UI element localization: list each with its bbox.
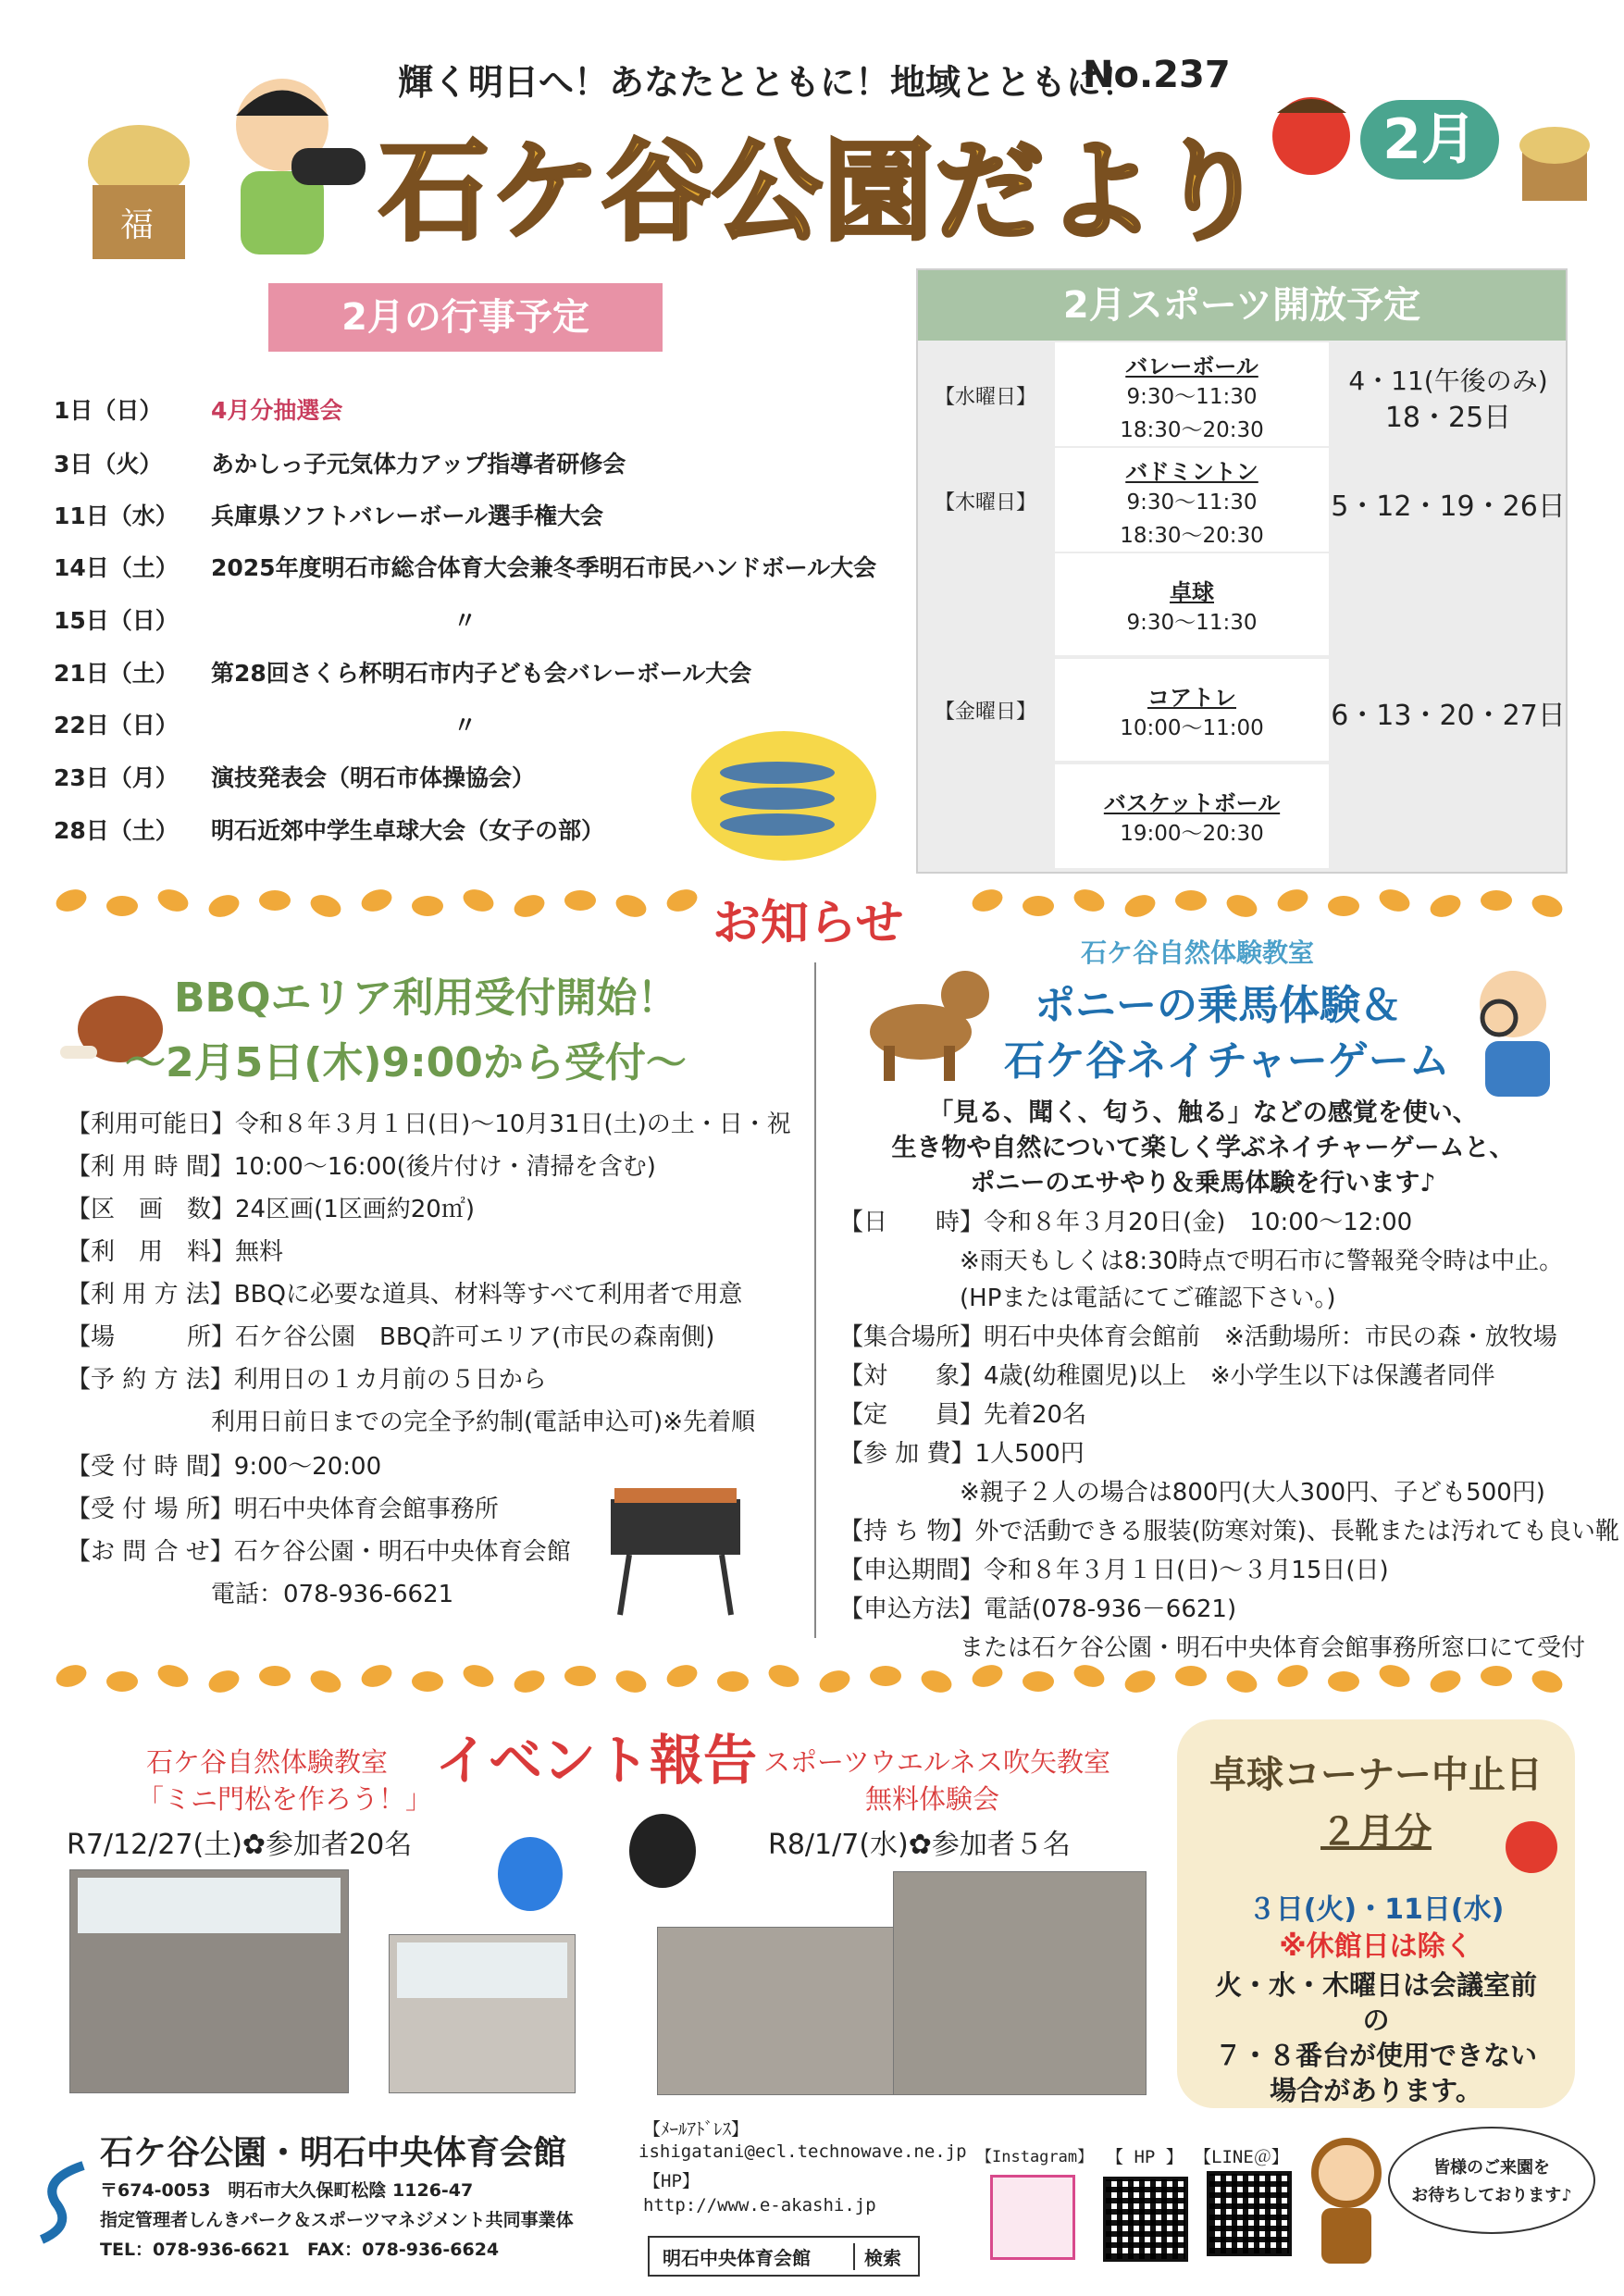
hp-qr-icon[interactable] xyxy=(1103,2177,1188,2262)
bbq-info-line: 【利用可能日】令和８年３月１日(日)～10月31日(土)の土・日・祝 xyxy=(67,1111,791,1138)
bbq-info-line: 【利 用 料】無料 xyxy=(67,1238,284,1266)
event-report-title: イベント報告 xyxy=(435,1729,758,1792)
bean-decoration xyxy=(1071,886,1107,915)
sports-schedule-table xyxy=(916,268,1568,874)
boy-eating-ehomaki-illustration xyxy=(208,65,366,259)
bean-decoration xyxy=(1274,886,1310,915)
bbq-info-line: 利用日前日までの完全予約制(電話申込可)※先着順 xyxy=(67,1409,756,1436)
bean-decoration xyxy=(1481,890,1512,911)
fukiya-photo-1 xyxy=(657,1927,904,2095)
bean-decoration xyxy=(969,886,1005,915)
bean-decoration xyxy=(1427,1667,1463,1696)
newsletter-title: 石ケ谷公園だより xyxy=(379,128,1269,255)
event-schedule-header: 2月の行事予定 xyxy=(268,283,663,352)
bean-decoration xyxy=(1376,1661,1412,1691)
bean-decoration xyxy=(205,1667,242,1696)
bean-decoration xyxy=(1175,1666,1207,1686)
bean-decoration xyxy=(511,1667,547,1696)
bean-decoration xyxy=(155,1661,191,1691)
mail-label: 【ﾒｰﾙｱﾄﾞﾚｽ】 xyxy=(643,2119,750,2140)
bbq-info-line: 【利 用 方 法】BBQに必要な道具、材料等すべて利用者で用意 xyxy=(67,1281,743,1309)
bean-decoration xyxy=(816,1667,852,1696)
nature-info-line: ※親子２人の場合は800円(大人300円、子ども500円) xyxy=(839,1479,1545,1507)
bean-decoration xyxy=(307,891,343,921)
ping-pong-paddle-icon xyxy=(1506,1821,1557,1873)
bean-decoration xyxy=(53,1661,89,1691)
bbq-info-line: 【場 所】石ケ谷公園 BBQ許可エリア(市民の森南側) xyxy=(67,1323,715,1351)
facility-address: 〒674-0053 明石市大久保町松陰 1126-47 xyxy=(100,2180,474,2201)
report-right-class: スポーツウエルネス吹矢教室 xyxy=(763,1746,1110,1778)
event-row xyxy=(0,446,907,483)
facility-operator: 指定管理者しんきパーク＆スポーツマネジメント共同事業体 xyxy=(100,2210,574,2230)
table-tennis-closure-box xyxy=(1177,1719,1575,2108)
facility-tel-fax: TEL：078-936-6621 FAX：078-936-6624 xyxy=(100,2240,500,2260)
hp-qr-label: 【 HP 】 xyxy=(1106,2147,1184,2167)
nature-title-2: 石ケ谷ネイチャーゲーム xyxy=(1004,1037,1450,1085)
tt-note-line: 場合があります。 xyxy=(1270,2075,1482,2106)
table-tennis-time: 9:30～11:30 xyxy=(1126,611,1258,635)
event-day: 21日（土） xyxy=(54,660,179,687)
bean-decoration xyxy=(106,896,138,916)
fukiya-photo-2 xyxy=(893,1871,1147,2095)
bean-decoration xyxy=(1274,1661,1310,1691)
tt-closure-month: ２月分 xyxy=(1320,1811,1432,1854)
nature-info-line: 【申込方法】電話(078-936－6621) xyxy=(839,1595,1237,1623)
table-tennis-cell xyxy=(1055,553,1329,655)
bbq-title: BBQエリア利用受付開始！ xyxy=(174,974,678,1022)
bean-decoration xyxy=(1223,891,1259,921)
bean-decoration xyxy=(870,1666,901,1686)
search-box[interactable] xyxy=(648,2236,920,2277)
nature-info-line: ※雨天もしくは8:30時点で明石市に警報発令時は中止。 xyxy=(839,1247,1564,1275)
bean-decoration xyxy=(460,886,496,915)
nature-info-line: 【参 加 費】1人500円 xyxy=(839,1440,1085,1468)
event-day: 3日（火） xyxy=(54,451,163,478)
wednesday-label: 【水曜日】 xyxy=(934,386,1036,409)
bean-decoration xyxy=(613,891,649,921)
bean-decoration xyxy=(259,1666,291,1686)
bean-decoration xyxy=(1328,896,1359,916)
wednesday-dates-1: 4・11(午後のみ) xyxy=(1348,366,1548,396)
notice-title: お知らせ xyxy=(713,896,904,951)
event-name: 2025年度明石市総合体育大会兼冬季明石市民ハンドボール大会 xyxy=(211,554,877,581)
tt-closure-exception: ※休館日は除く xyxy=(1279,1930,1473,1963)
nature-info-line: 【持 ち 物】外で活動できる服装(防寒対策)、長靴または汚れても良い靴 xyxy=(839,1518,1619,1545)
bean-decoration xyxy=(717,1671,749,1692)
black-oni-icon xyxy=(629,1814,696,1888)
bean-decoration xyxy=(1223,1667,1259,1696)
instagram-qr-icon[interactable] xyxy=(990,2175,1075,2260)
bean-decoration xyxy=(412,896,443,916)
pony-icon xyxy=(856,953,995,1083)
bean-decoration xyxy=(1376,886,1412,915)
bean-decoration xyxy=(663,1661,700,1691)
bean-decoration xyxy=(307,1667,343,1696)
fuku-bean-box-illustration xyxy=(69,74,208,268)
bean-decoration xyxy=(53,886,89,915)
bean-box-small-icon xyxy=(1513,122,1596,205)
event-name: 〃 xyxy=(453,712,477,738)
svg-text:福: 福 xyxy=(120,206,155,244)
kadomatsu-photo-1 xyxy=(69,1869,349,2093)
friday-dates: 6・13・20・27日 xyxy=(1331,700,1566,732)
bean-decoration xyxy=(663,886,700,915)
bean-decoration xyxy=(460,1661,496,1691)
bbq-subtitle: ～2月5日(木)9:00から受付～ xyxy=(125,1039,687,1086)
nature-info-line: または石ケ谷公園・明石中央体育会館事務所窓口にて受付 xyxy=(839,1634,1586,1662)
nature-class-name: 石ケ谷自然体験教室 xyxy=(1081,937,1315,968)
bean-decoration xyxy=(1481,1666,1512,1686)
red-oni-icon xyxy=(1268,85,1356,178)
event-row xyxy=(0,498,907,535)
month-badge: 2月 xyxy=(1360,100,1499,180)
report-right-info: R8/1/7(水)✿参加者５名 xyxy=(768,1829,1071,1861)
nature-info-line: 【集合場所】明石中央体育会館前 ※活動場所：市民の森・放牧場 xyxy=(839,1323,1557,1351)
bean-decoration xyxy=(613,1667,649,1696)
event-day: 1日（日） xyxy=(54,397,163,424)
volleyball-time-1: 9:30～11:30 xyxy=(1126,385,1258,409)
welcome-line: お待ちしております♪ xyxy=(1411,2186,1572,2205)
tt-note-line: ７・８番台が使用できない xyxy=(1214,2040,1537,2071)
bean-decoration xyxy=(765,1661,801,1691)
red-oni-illustration xyxy=(1268,85,1356,178)
nature-info-line: 【日 時】令和８年３月20日(金) 10:00～12:00 xyxy=(839,1209,1413,1236)
bean-decoration xyxy=(358,1661,394,1691)
bean-decoration xyxy=(358,886,394,915)
hp-label: 【HP】 xyxy=(643,2171,700,2191)
event-day: 22日（日） xyxy=(54,712,179,738)
hp-url[interactable]: http://www.e-akashi.jp xyxy=(643,2195,876,2215)
event-day: 11日（水） xyxy=(54,503,179,529)
nature-description: 生き物や自然について楽しく学ぶネイチャーゲームと、 xyxy=(891,1134,1515,1162)
bbq-grill-illustration xyxy=(601,1462,750,1620)
bean-decoration xyxy=(106,1671,138,1692)
bean-decoration xyxy=(155,886,191,915)
mascot-icon xyxy=(1305,2136,1388,2275)
event-name: 明石近郊中学生卓球大会（女子の部） xyxy=(211,817,605,844)
tt-closure-dates: ３日(火)・11日(水) xyxy=(1247,1893,1505,1926)
search-button[interactable]: 検索 xyxy=(853,2243,901,2270)
welcome-bubble xyxy=(1388,2127,1595,2234)
nature-info-line: (HPまたは電話にてご確認下さい。) xyxy=(839,1285,1336,1312)
column-divider xyxy=(814,962,816,1638)
bean-decoration xyxy=(969,1661,1005,1691)
bean-divider-bottom xyxy=(56,1666,1573,1703)
friday-label: 【金曜日】 xyxy=(934,701,1036,724)
mail-address[interactable]: ishigatani@ecl.technowave.ne.jp xyxy=(638,2141,967,2162)
nature-description: ポニーのエサやり＆乗馬体験を行います♪ xyxy=(970,1169,1436,1198)
event-row xyxy=(0,655,907,692)
tt-note-line: 火・水・木曜日は会議室前の xyxy=(1214,1969,1537,2036)
bean-decoration xyxy=(412,1671,443,1692)
bean-decoration xyxy=(1427,891,1463,921)
search-text: 明石中央体育会館 xyxy=(663,2247,811,2269)
grill-icon xyxy=(601,1462,750,1620)
event-day: 14日（土） xyxy=(54,554,179,581)
bean-decoration xyxy=(1122,1667,1158,1696)
event-name: 第28回さくら杯明石市内子ども会バレーボール大会 xyxy=(211,660,752,687)
basketball-label: バスケットボール xyxy=(1103,790,1281,816)
bbq-info-line: 【お 問 合 せ】石ケ谷公園・明石中央体育会館 xyxy=(67,1538,571,1566)
bbq-info-line: 【利 用 時 間】10:00～16:00(後片付け・清掃を含む) xyxy=(67,1153,656,1181)
nature-title-1: ポニーの乗馬体験＆ xyxy=(1035,982,1401,1029)
caveman-mascot-illustration xyxy=(1305,2136,1388,2275)
badminton-label: バドミントン xyxy=(1125,459,1258,485)
basketball-cell xyxy=(1055,764,1329,868)
event-name: 兵庫県ソフトバレーボール選手権大会 xyxy=(211,503,604,529)
bbq-info-line: 電話：078-936-6621 xyxy=(67,1581,454,1608)
pony-illustration xyxy=(856,953,995,1083)
bean-decoration xyxy=(564,890,596,911)
thursday-dates: 5・12・19・26日 xyxy=(1331,490,1566,523)
event-row xyxy=(0,392,907,429)
bean-decoration xyxy=(1328,1671,1359,1692)
sports-header: 2月スポーツ開放予定 xyxy=(918,270,1566,341)
event-day: 23日（月） xyxy=(54,764,179,791)
nature-description: 「見る、聞く、匂う、触る」などの感覚を使い、 xyxy=(928,1098,1478,1127)
bean-decoration xyxy=(1529,891,1565,921)
sardine-icon xyxy=(689,726,879,865)
nature-info-line: 【定 員】先着20名 xyxy=(839,1401,1087,1429)
bean-decoration xyxy=(1023,1671,1054,1692)
issue-number: No.237 xyxy=(1083,54,1231,96)
report-right-event: 無料体験会 xyxy=(865,1783,1000,1815)
event-day: 28日（土） xyxy=(54,817,179,844)
bbq-info-line: 【受 付 場 所】明石中央体育会館事務所 xyxy=(67,1496,499,1523)
bean-box-icon xyxy=(69,74,208,268)
table-tennis-label: 卓球 xyxy=(1170,579,1214,605)
bean-decoration xyxy=(205,891,242,921)
core-training-cell xyxy=(1055,659,1329,761)
event-name: あかしっ子元気体力アップ指導者研修会 xyxy=(211,451,626,478)
bean-decoration xyxy=(511,891,547,921)
report-left-event: 「ミニ門松を作ろう！」 xyxy=(137,1783,433,1815)
bbq-info-line: 【区 画 数】24区画(1区画約20㎡) xyxy=(67,1196,475,1223)
event-row xyxy=(0,602,907,639)
bean-decoration xyxy=(259,890,291,911)
event-name: 〃 xyxy=(453,607,477,634)
line-qr-icon[interactable] xyxy=(1207,2171,1292,2256)
bbq-info-line: 【受 付 時 間】9:00～20:00 xyxy=(67,1453,382,1481)
thursday-label: 【木曜日】 xyxy=(934,491,1036,515)
report-left-class: 石ケ谷自然体験教室 xyxy=(146,1746,389,1778)
volleyball-time-2: 18:30～20:30 xyxy=(1120,418,1264,442)
boy-icon xyxy=(208,65,366,259)
magnifier-icon xyxy=(1462,962,1568,1101)
instagram-label: 【Instagram】 xyxy=(976,2148,1094,2166)
blue-oni-icon xyxy=(498,1837,563,1911)
badminton-cell xyxy=(1055,448,1329,552)
nature-info-line: 【申込期間】令和８年３月１日(日)～３月15日(日) xyxy=(839,1557,1389,1584)
wednesday-dates-2: 18・25日 xyxy=(1384,402,1512,434)
tt-closure-note xyxy=(1205,1967,1547,2108)
bean-decoration xyxy=(1529,1667,1565,1696)
event-name: 4月分抽選会 xyxy=(211,397,343,424)
bean-decoration xyxy=(918,1667,954,1696)
event-name: 演技発表会（明石市体操協会） xyxy=(211,764,536,791)
badminton-time-1: 9:30～11:30 xyxy=(1126,490,1258,515)
event-row xyxy=(0,550,907,587)
bean-decoration xyxy=(564,1666,596,1686)
bean-decoration xyxy=(1175,890,1207,911)
basketball-time: 19:00～20:30 xyxy=(1120,822,1264,846)
facility-logo-icon xyxy=(37,2161,89,2244)
core-training-time: 10:00～11:00 xyxy=(1120,716,1264,740)
report-left-info: R7/12/27(土)✿参加者20名 xyxy=(67,1829,413,1861)
bean-box-right-illustration xyxy=(1513,122,1596,205)
tt-closure-title: 卓球コーナー中止日 xyxy=(1209,1754,1543,1796)
bean-decoration xyxy=(1071,1661,1107,1691)
bean-decoration xyxy=(1023,896,1054,916)
logo-wave-icon xyxy=(37,2161,89,2244)
bbq-info-line: 【予 約 方 法】利用日の１カ月前の５日から xyxy=(67,1366,547,1394)
tagline: 輝く明日へ！あなたとともに！地域とともに！ xyxy=(398,62,1137,103)
line-qr-label: 【LINE＠】 xyxy=(1194,2147,1289,2167)
welcome-line: 皆様のご来園を xyxy=(1433,2158,1550,2178)
core-training-label: コアトレ xyxy=(1147,685,1236,711)
facility-name: 石ケ谷公園・明石中央体育会館 xyxy=(100,2134,567,2172)
sardines-illustration xyxy=(689,726,879,865)
volleyball-label: バレーボール xyxy=(1125,354,1258,379)
volleyball-cell xyxy=(1055,342,1329,446)
badminton-time-2: 18:30～20:30 xyxy=(1120,524,1264,548)
kadomatsu-photo-2 xyxy=(389,1934,576,2093)
event-day: 15日（日） xyxy=(54,607,179,634)
boy-magnifier-illustration xyxy=(1462,962,1568,1101)
bean-decoration xyxy=(1122,891,1158,921)
nature-info-line: 【対 象】4歳(幼稚園児)以上 ※小学生以下は保護者同伴 xyxy=(839,1362,1495,1390)
